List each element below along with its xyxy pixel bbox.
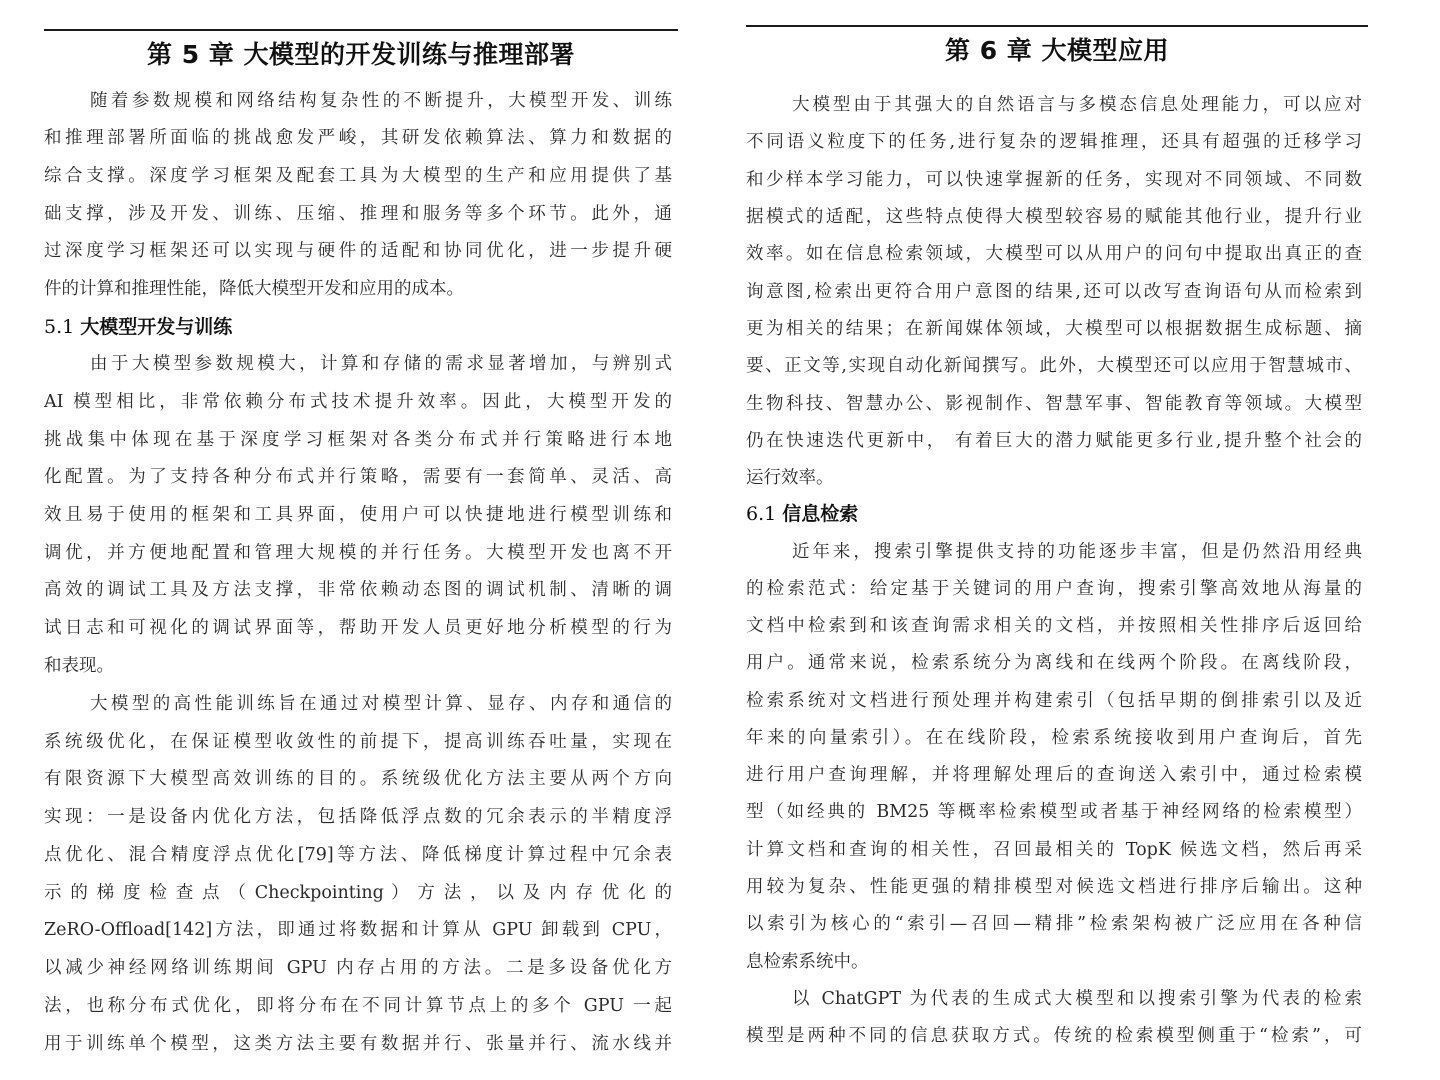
left-para1-line: 化配置。为了支持各种分布式并行策略，需要有一套简单、灵活、高 [44, 467, 672, 487]
left-para1-line: 和表现。 [44, 656, 114, 676]
right-intro-line: 据模式的适配，这些特点使得大模型较容易的赋能其他行业，提升行业 [746, 207, 1362, 227]
left-intro-line: 件的计算和推理性能，降低大模型开发和应用的成本。 [44, 279, 464, 299]
left-para2-line: 有限资源下大模型高效训练的目的。系统级优化方法主要从两个方向 [44, 769, 672, 789]
section-5-1-heading [44, 315, 232, 339]
left-para1-line: 由于大模型参数规模大，计算和存储的需求显著增加，与辨别式 [90, 354, 672, 374]
right-para1-line: 息检索系统中。 [746, 952, 869, 972]
left-intro-line: 随着参数规模和网络结构复杂性的不断提升，大模型开发、训练 [90, 91, 672, 111]
right-intro-line: 和少样本学习能力，可以快速掌握新的任务，实现对不同领域、不同数 [746, 170, 1362, 190]
right-intro-line: 运行效率。 [746, 468, 834, 488]
right-para1-line: 年来的向量索引）。在在线阶段，检索系统接收到用户查询后，首先 [746, 728, 1362, 748]
right-para1-line: 计算文档和查询的相关性，召回最相关的 TopK 候选文档，然后再采 [746, 840, 1362, 860]
left-intro-line: 综合支撑。深度学习框架及配套工具为大模型的生产和应用提供了基 [44, 166, 672, 186]
left-para2-line: 用于训练单个模型，这类方法主要有数据并行、张量并行、流水线并 [44, 1034, 672, 1054]
left-intro-line: 和推理部署所面临的挑战愈发严峻，其研发依赖算法、算力和数据的 [44, 128, 672, 148]
left-para2-line: 大模型的高性能训练旨在通过对模型计算、显存、内存和通信的 [90, 694, 672, 714]
left-para2-line: 示 的 梯 度 检 查 点 （ Checkpointing ） 方 法 ， 以 及 内 存 优 化 的 [44, 883, 672, 903]
chapter-6-title: 第 6 章 大模型应用 [944, 36, 1169, 65]
left-page [44, 0, 678, 1080]
right-para1-line: 的检索范式：给定基于关键词的用户查询，搜索引擎高效地从海量的 [746, 579, 1362, 599]
right-para2-line: 以 ChatGPT 为代表的生成式大模型和以搜索引擎为代表的检索 [792, 989, 1362, 1009]
left-para1-line: 效且易于使用的框架和工具界面，使用户可以快捷地进行模型训练和 [44, 505, 672, 525]
left-para2-line: 以减少神经网络训练期间 GPU 内存占用的方法。二是多设备优化方 [44, 958, 672, 978]
right-intro-line: 生物科技、智慧办公、影视制作、智慧军事、智能教育等领域。大模型 [746, 394, 1362, 414]
left-para1-line: 试日志和可视化的调试界面等，帮助开发人员更好地分析模型的行为 [44, 618, 672, 638]
right-para2-line: 模型是两种不同的信息获取方式。传统的检索模型侧重于“检索”，可 [746, 1026, 1362, 1046]
right-para1-line: 用户。通常来说，检索系统分为离线和在线两个阶段。在离线阶段， [746, 653, 1362, 673]
left-para2-line: ZeRO-Offload[142]方法，即通过将数据和计算从 GPU 卸载到 CPU， [44, 920, 672, 940]
section-5-1-number: 5.1 [44, 316, 75, 338]
right-page-top-rule [746, 25, 1368, 27]
right-para1-line: 近年来，搜索引擎提供支持的功能逐步丰富，但是仍然沿用经典 [792, 542, 1362, 562]
left-para2-line: 系统级优化，在保证模型收敛性的前提下，提高训练吞吐量，实现在 [44, 732, 672, 752]
section-6-1-heading [746, 502, 858, 526]
right-intro-line: 要、正文等,实现自动化新闻撰写。此外，大模型还可以应用于智慧城市、 [746, 356, 1362, 376]
right-intro-line: 效率。如在信息检索领域，大模型可以从用户的问句中提取出真正的查 [746, 244, 1362, 264]
section-5-1-title: 大模型开发与训练 [80, 316, 233, 338]
section-6-1-title: 信息检索 [782, 503, 859, 525]
right-para1-line: 用较为复杂、性能更强的精排模型对候选文档进行排序后输出。这种 [746, 877, 1362, 897]
left-para1-line: 调优，并方便地配置和管理大规模的并行任务。大模型开发也离不开 [44, 543, 672, 563]
left-para2-line: 法，也称分布式优化，即将分布在不同计算节点上的多个 GPU 一起 [44, 996, 672, 1016]
right-page [746, 0, 1368, 1080]
right-intro-line: 不同语义粒度下的任务,进行复杂的逻辑推理，还具有超强的迁移学习 [746, 132, 1362, 152]
left-intro-line: 过深度学习框架还可以实现与硬件的适配和协同优化，进一步提升硬 [44, 241, 672, 261]
left-intro-line: 础支撑，涉及开发、训练、压缩、推理和服务等多个环节。此外，通 [44, 204, 672, 224]
right-para1-line: 检索系统对文档进行预处理并构建索引（包括早期的倒排索引以及近 [746, 691, 1362, 711]
right-intro-line: 大模型由于其强大的自然语言与多模态信息处理能力，可以应对 [792, 95, 1362, 115]
right-para1-line: 进行用户查询理解，并将理解处理后的查询送入索引中，通过检索模 [746, 765, 1362, 785]
right-para1-line: 文档中检索到和该查询需求相关的文档，并按照相关性排序后返回给 [746, 616, 1362, 636]
left-para1-line: 挑战集中体现在基于深度学习框架对各类分布式并行策略进行本地 [44, 430, 672, 450]
right-intro-line: 询意图,检索出更符合用户意图的结果,还可以改写查询语句从而检索到 [746, 282, 1362, 302]
left-para2-line: 点优化、混合精度浮点优化[79]等方法、降低梯度计算过程中冗余表 [44, 845, 672, 865]
section-6-1-number: 6.1 [746, 503, 777, 525]
left-para2-line: 实现：一是设备内优化方法，包括降低浮点数的冗余表示的半精度浮 [44, 807, 672, 827]
right-intro-line: 仍在快速迭代更新中， 有着巨大的潜力赋能更多行业,提升整个社会的 [746, 431, 1362, 451]
chapter-5-title: 第 5 章 大模型的开发训练与推理部署 [146, 40, 575, 69]
left-para1-line: 高效的调试工具及方法支撑，非常依赖动态图的调试机制、清晰的调 [44, 580, 672, 600]
left-para1-line: AI 模型相比，非常依赖分布式技术提升效率。因此，大模型开发的 [44, 392, 672, 412]
right-para1-line: 以索引为核心的“索引—召回—精排”检索架构被广泛应用在各种信 [746, 914, 1362, 934]
left-page-top-rule [44, 29, 678, 31]
right-para1-line: 型（如经典的 BM25 等概率检索模型或者基于神经网络的检索模型） [746, 802, 1362, 822]
right-intro-line: 更为相关的结果；在新闻媒体领域，大模型可以根据数据生成标题、摘 [746, 319, 1362, 339]
